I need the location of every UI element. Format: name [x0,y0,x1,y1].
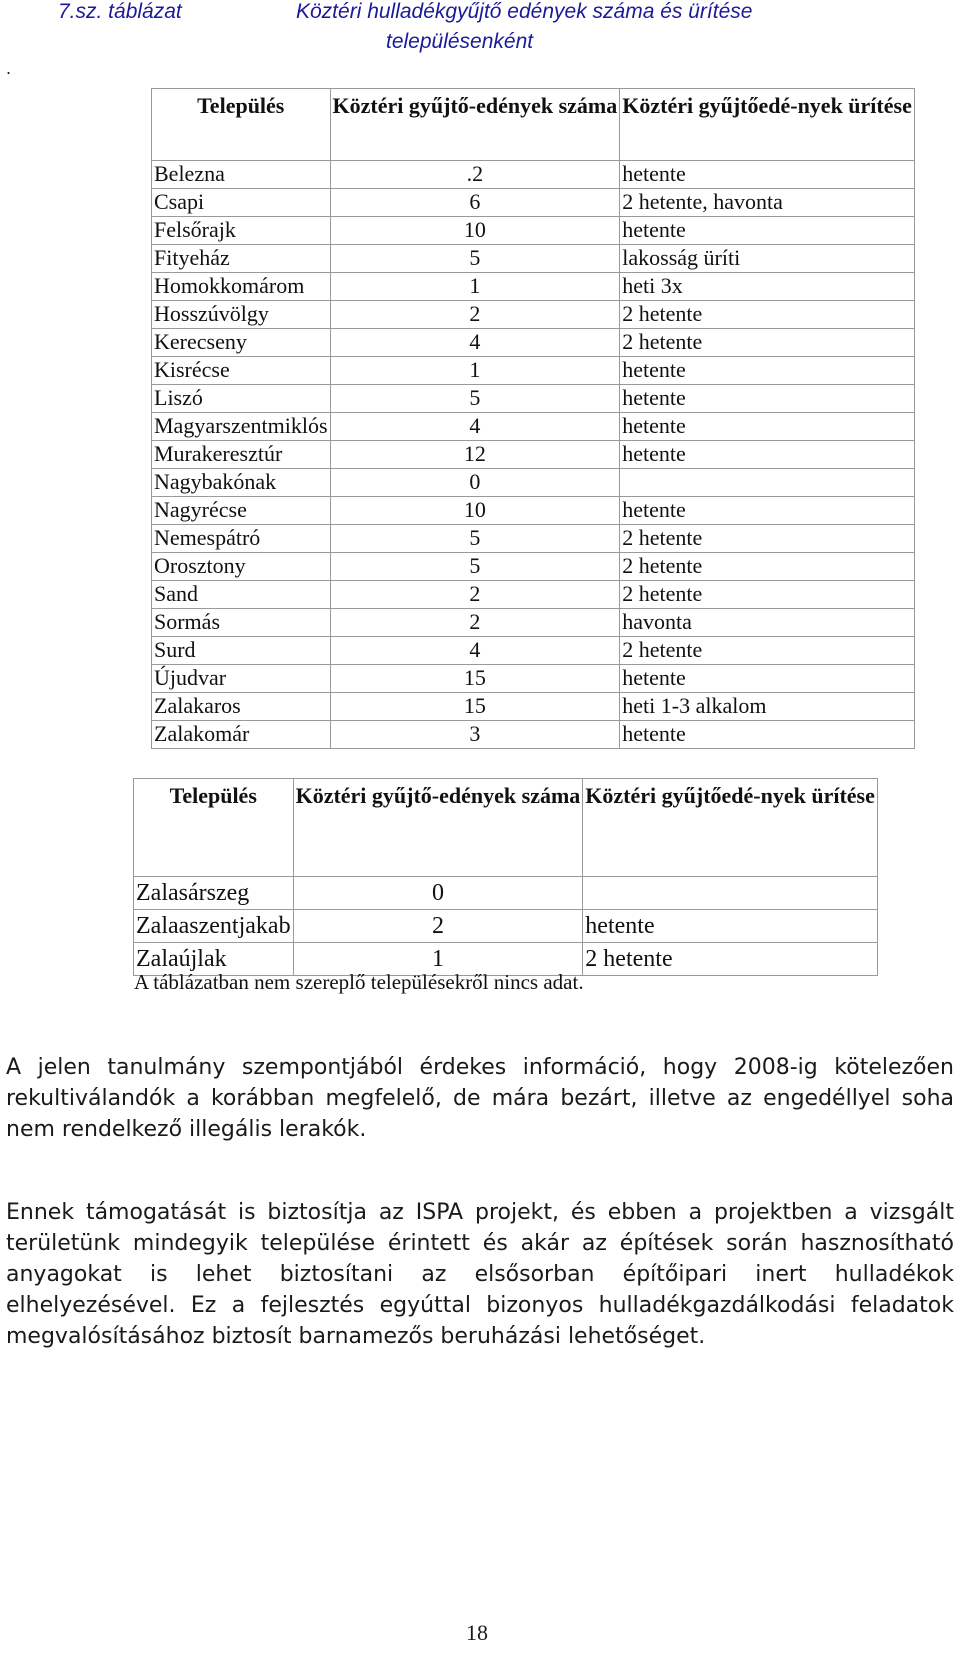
cell-emptying: hetente [620,413,915,441]
body-paragraph-1: A jelen tanulmány szempontjából érdekes információ, hogy 2008-ig kötelezően rekultiválandók a korábban megfelelő, de mára bezárt, illetve az engedéllyel soha nem rendelkező illegális lerakók. [6,1055,954,1142]
cell-bin-count: 6 [330,189,620,217]
cell-settlement: Fityeház [152,245,331,273]
cell-emptying: 2 hetente [620,525,915,553]
waste-bin-table-2 [133,778,878,976]
cell-settlement: Orosztony [152,553,331,581]
cell-bin-count: 15 [330,693,620,721]
table-row [152,665,915,693]
table-row [152,413,915,441]
cell-emptying: hetente [620,497,915,525]
table-row [134,910,878,943]
cell-emptying: lakosság üríti [620,245,915,273]
cell-emptying: 2 hetente [583,943,878,976]
cell-bin-count: 1 [330,273,620,301]
table-row [152,161,915,189]
cell-settlement: Sormás [152,609,331,637]
cell-settlement: Liszó [152,385,331,413]
cell-bin-count: 15 [330,665,620,693]
table-row [152,637,915,665]
page-number: 18 [466,1620,488,1645]
caption-title-line1: Köztéri hulladékgyűjtő edények száma és ürítése [296,0,753,23]
cell-emptying: heti 1-3 alkalom [620,693,915,721]
table-footnote: A táblázatban nem szereplő településekről nincs adat. [134,970,584,994]
cell-bin-count: 4 [330,329,620,357]
table-row [152,217,915,245]
caption-number: 7.sz. táblázat [58,0,182,23]
cell-bin-count: 2 [330,581,620,609]
header-emptying: Köztéri gyűjtőedé-nyek ürítése [620,89,915,161]
cell-settlement: Sand [152,581,331,609]
caption-title-line2: településenként [386,30,534,53]
cell-settlement: Murakeresztúr [152,441,331,469]
cell-settlement: Kerecseny [152,329,331,357]
cell-bin-count: 2 [293,910,583,943]
table-row [152,273,915,301]
cell-emptying: 2 hetente [620,553,915,581]
cell-settlement: Zalaújlak [134,943,294,976]
header-bin-count-label: Köztéri gyűjtő-edények száma [332,93,618,118]
cell-bin-count: 5 [330,553,620,581]
cell-emptying: 2 hetente, havonta [620,189,915,217]
cell-emptying: hetente [620,665,915,693]
table-body [152,161,915,749]
cell-emptying: hetente [620,721,915,749]
cell-emptying: 2 hetente [620,329,915,357]
table-row [152,721,915,749]
cell-settlement: Surd [152,637,331,665]
table-row [152,525,915,553]
cell-settlement: Felsőrajk [152,217,331,245]
cell-bin-count: 1 [330,357,620,385]
cell-emptying: 2 hetente [620,581,915,609]
table-row [152,441,915,469]
cell-bin-count: 12 [330,441,620,469]
cell-bin-count: 2 [330,301,620,329]
cell-settlement: Hosszúvölgy [152,301,331,329]
cell-bin-count: 3 [330,721,620,749]
table-row [152,609,915,637]
table-row [134,877,878,910]
cell-settlement: Zalasárszeg [134,877,294,910]
header-settlement: Település [134,779,294,877]
cell-emptying: hetente [620,161,915,189]
cell-settlement: Nagyrécse [152,497,331,525]
cell-emptying: hetente [620,385,915,413]
cell-bin-count: 1 [293,943,583,976]
cell-bin-count: 10 [330,497,620,525]
table-body [134,877,878,976]
header-emptying: Köztéri gyűjtőedé-nyek ürítése [583,779,878,877]
cell-bin-count: 5 [330,245,620,273]
table-row [152,245,915,273]
header-settlement: Település [152,89,331,161]
cell-settlement: Zalaaszentjakab [134,910,294,943]
table-caption [0,0,960,60]
cell-bin-count: .2 [330,161,620,189]
cell-settlement: Belezna [152,161,331,189]
table-row [152,553,915,581]
cell-emptying: 2 hetente [620,637,915,665]
table-header-row [134,779,878,877]
cell-settlement: Homokkomárom [152,273,331,301]
cell-settlement: Kisrécse [152,357,331,385]
cell-bin-count: 2 [330,609,620,637]
cell-bin-count: 4 [330,637,620,665]
cell-emptying: havonta [620,609,915,637]
cell-emptying: hetente [583,910,878,943]
table-header-row [152,89,915,161]
body-paragraph-2: Ennek támogatását is biztosítja az ISPA projekt, és ebben a projektben a vizsgált területünk mindegyik települése érintett és akár az építések során hasznosítható anyagokat is lehet biztosítani az elsősorban építőipari inert hulladékok elhelyezésével. Ez a fejlesztés egyúttal bizonyos hulladékgazdálkodási feladatok megvalósításához biztosít barnamezős beruházási lehetőséget. [6,1200,954,1349]
header-bin-count [330,89,620,161]
cell-settlement: Nagybakónak [152,469,331,497]
table-row [152,329,915,357]
stray-mark: . [6,58,12,78]
table-row [152,385,915,413]
table-row [152,189,915,217]
waste-bin-table-1 [151,88,915,749]
cell-bin-count: 4 [330,413,620,441]
table-row [152,693,915,721]
table-row [152,357,915,385]
cell-bin-count: 5 [330,385,620,413]
cell-settlement: Nemespátró [152,525,331,553]
cell-settlement: Zalakaros [152,693,331,721]
cell-bin-count: 10 [330,217,620,245]
cell-settlement: Újudvar [152,665,331,693]
cell-emptying: heti 3x [620,273,915,301]
cell-bin-count: 0 [293,877,583,910]
cell-settlement: Csapi [152,189,331,217]
cell-settlement: Zalakomár [152,721,331,749]
cell-emptying: hetente [620,441,915,469]
cell-settlement: Magyarszentmiklós [152,413,331,441]
cell-emptying: hetente [620,217,915,245]
table-row [152,581,915,609]
cell-emptying [583,877,878,910]
cell-emptying [620,469,915,497]
table-row [152,469,915,497]
table-row [152,497,915,525]
cell-emptying: hetente [620,357,915,385]
cell-emptying: 2 hetente [620,301,915,329]
cell-bin-count: 0 [330,469,620,497]
table-row [152,301,915,329]
header-bin-count: Köztéri gyűjtő-edények száma [293,779,583,877]
cell-bin-count: 5 [330,525,620,553]
